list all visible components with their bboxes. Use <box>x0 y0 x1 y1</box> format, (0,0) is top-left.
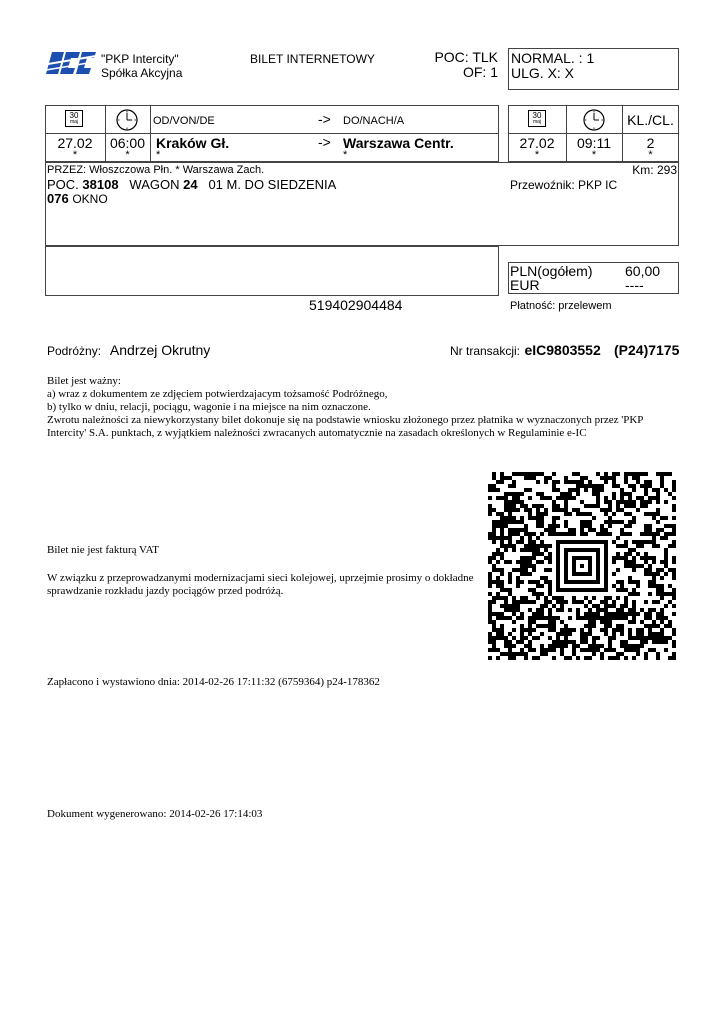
terms-line: Zwrotu należności za niewykorzystany bilet dokonuje się na podstawie wniosku złożonego przez płatnika w wyznaczonych przez 'PKP <box>47 414 644 426</box>
carrier: Przewoźnik: PKP IC <box>510 178 618 192</box>
seat-type: OKNO <box>72 192 108 206</box>
departure-time: 06:00 <box>109 135 146 151</box>
paid-info: Zapłacono i wystawiono dnia: 2014-02-26 17:11:32 (6759364) p24-178362 <box>47 676 380 688</box>
company-name: "PKP Intercity" <box>101 52 179 66</box>
poc-label: POC. <box>47 177 79 192</box>
transaction-line <box>450 342 601 360</box>
from-header: OD/VON/DE <box>153 115 215 127</box>
seat-description: 01 M. DO SIEDZENIA <box>208 177 337 192</box>
arrow: -> <box>318 134 331 150</box>
transaction-label: Nr transakcji: <box>450 344 521 358</box>
calendar-icon: 30 maj <box>528 110 546 127</box>
eur-value: ---- <box>625 277 644 293</box>
to-station: Warszawa Centr. <box>343 135 454 151</box>
arrival-time: 09:11 <box>577 135 611 151</box>
normal-count: NORMAL. : 1 <box>511 50 595 66</box>
ticket-type: BILET INTERNETOWY <box>250 52 375 66</box>
poc-label: POC: TLK <box>434 49 498 65</box>
terms <box>47 375 677 440</box>
payment-code: (P24)7175 <box>614 342 680 358</box>
train-info <box>47 177 336 192</box>
pln-value: 60,00 <box>625 263 661 279</box>
passenger-name: Andrzej Okrutny <box>109 342 211 358</box>
train-number: 38108 <box>82 177 119 192</box>
passenger-label: Podróżny: <box>47 344 102 358</box>
wagon-label: WAGON <box>129 177 180 192</box>
terms-line: b) tylko w dniu, relacji, pociągu, wagonie i na miejsce na nim oznaczone. <box>47 401 371 413</box>
to-header: DO/NACH/A <box>343 115 405 127</box>
ticket-number: 519402904484 <box>309 297 403 313</box>
payment-method: Płatność: przelewem <box>510 300 612 312</box>
calendar-icon: 30 maj <box>65 110 83 127</box>
ulg-count: ULG. X: X <box>511 65 575 81</box>
seat-number: 076 <box>47 191 69 206</box>
star: * <box>648 149 653 161</box>
pln-label: PLN(ogółem) <box>510 263 593 279</box>
terms-line: a) wraz z dokumentem ze zdjęciem potwierdzajacym tożsamość Podróżnego, <box>47 388 388 400</box>
star: * <box>156 149 161 161</box>
passenger-line <box>47 342 210 360</box>
star: * <box>125 149 130 161</box>
from-station: Kraków Gł. <box>156 135 230 151</box>
empty-box <box>45 246 499 296</box>
star: * <box>72 149 78 161</box>
star: * <box>591 149 597 161</box>
arrival-date: 27.02 <box>519 135 555 151</box>
clock-icon <box>115 108 139 132</box>
class-header: KL./CL. <box>627 112 674 128</box>
transaction-id: eIC9803552 <box>524 342 601 358</box>
generated-info: Dokument wygenerowano: 2014-02-26 17:14:03 <box>47 808 263 820</box>
terms-line: Bilet jest ważny: <box>47 375 121 387</box>
of-label: OF: 1 <box>462 64 498 80</box>
pkp-intercity-logo <box>44 50 98 76</box>
travel-class: 2 <box>646 135 655 151</box>
arrow-header: -> <box>318 111 331 127</box>
terms-line: Intercity' S.A. punktach, z wyjątkiem należności zwracanych automatycznie na zasadach określonych w Regulaminie e-IC <box>47 427 587 439</box>
star: * <box>343 149 348 161</box>
star: * <box>534 149 540 161</box>
clock-icon <box>582 108 606 132</box>
eur-label: EUR <box>510 277 540 293</box>
distance-km: Km: 293 <box>632 163 677 177</box>
modernization-note: W związku z przeprowadzanymi modernizacjami sieci kolejowej, uprzejmie prosimy o dokładne sprawdzanie rozkładu jazdy pociągów przed podróżą. <box>47 572 474 597</box>
vat-note: Bilet nie jest fakturą VAT <box>47 544 160 556</box>
company-type: Spółka Akcyjna <box>101 66 183 80</box>
departure-date: 27.02 <box>57 135 93 151</box>
via-stations: PRZEZ: Włoszczowa Płn. * Warszawa Zach. <box>47 164 265 176</box>
wagon-number: 24 <box>183 177 198 192</box>
aztec-code <box>488 472 676 660</box>
tariff-box <box>508 48 679 90</box>
seat-info <box>47 191 108 206</box>
